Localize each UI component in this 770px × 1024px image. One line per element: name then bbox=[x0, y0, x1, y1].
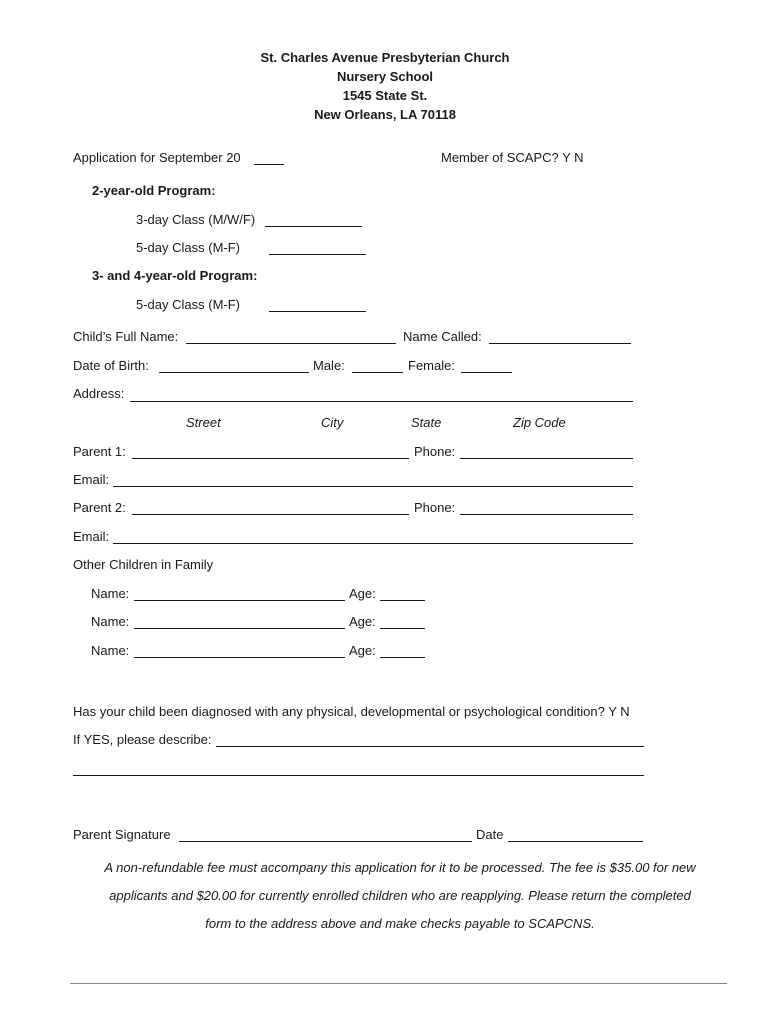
school-name: Nursery School bbox=[336, 69, 434, 84]
dob-field[interactable] bbox=[159, 372, 309, 373]
city-caption: City bbox=[321, 415, 344, 430]
parent2-label: Parent 2: bbox=[73, 500, 126, 515]
fee-note-line2: applicants and $20.00 for currently enrolled children who are reapplying. Please return the completed bbox=[109, 888, 691, 903]
phone1-field[interactable] bbox=[460, 458, 633, 459]
church-name: St. Charles Avenue Presbyterian Church bbox=[260, 50, 510, 65]
sibling1-name-label: Name: bbox=[91, 586, 130, 601]
address-label: Address: bbox=[73, 386, 125, 401]
sibling2-name-label: Name: bbox=[91, 614, 130, 629]
fee-note-line1: A non-refundable fee must accompany this application for it to be processed. The fee is $35.00 for new bbox=[104, 860, 696, 875]
parent2-field[interactable] bbox=[132, 514, 409, 515]
state-caption: State bbox=[411, 415, 442, 430]
two-year-program-heading: 2-year-old Program: bbox=[92, 183, 216, 198]
describe-field-line1[interactable] bbox=[216, 746, 644, 747]
child-full-name-label: Child’s Full Name: bbox=[73, 329, 179, 344]
child-full-name-field[interactable] bbox=[186, 343, 396, 344]
email1-field[interactable] bbox=[113, 486, 633, 487]
street-address: 1545 State St. bbox=[342, 88, 428, 103]
signature-field[interactable] bbox=[179, 841, 472, 842]
three-day-class-label: 3-day Class (M/W/F) bbox=[136, 212, 256, 227]
email1-label: Email: bbox=[73, 472, 110, 487]
dob-label: Date of Birth: bbox=[73, 358, 149, 373]
name-called-label: Name Called: bbox=[403, 329, 482, 344]
sibling2-age-field[interactable] bbox=[380, 628, 425, 629]
three-four-program-heading: 3- and 4-year-old Program: bbox=[92, 268, 258, 283]
other-children-heading: Other Children in Family bbox=[73, 557, 214, 572]
condition-question: Has your child been diagnosed with any physical, developmental or psychological condition? Y N bbox=[73, 704, 630, 719]
sibling1-name-field[interactable] bbox=[134, 600, 345, 601]
three-day-class-field[interactable] bbox=[265, 226, 362, 227]
signature-label: Parent Signature bbox=[73, 827, 171, 842]
fee-note-line3: form to the address above and make checks payable to SCAPCNS. bbox=[205, 916, 595, 931]
parent1-field[interactable] bbox=[132, 458, 409, 459]
five-day-class-label: 5-day Class (M-F) bbox=[136, 240, 241, 255]
sibling2-name-field[interactable] bbox=[134, 628, 345, 629]
name-called-field[interactable] bbox=[489, 343, 631, 344]
sibling1-age-label: Age: bbox=[349, 586, 376, 601]
female-label: Female: bbox=[408, 358, 455, 373]
male-label: Male: bbox=[313, 358, 345, 373]
address-field[interactable] bbox=[130, 401, 633, 402]
application-label: Application for September 20 bbox=[73, 150, 241, 165]
email2-field[interactable] bbox=[113, 543, 633, 544]
sibling2-age-label: Age: bbox=[349, 614, 376, 629]
parent1-label: Parent 1: bbox=[73, 444, 126, 459]
member-question: Member of SCAPC? Y N bbox=[441, 150, 584, 165]
sibling3-age-label: Age: bbox=[349, 643, 376, 658]
phone2-field[interactable] bbox=[460, 514, 633, 515]
date-label: Date bbox=[476, 827, 504, 842]
email2-label: Email: bbox=[73, 529, 110, 544]
application-year-field[interactable] bbox=[254, 164, 284, 165]
male-field[interactable] bbox=[352, 372, 403, 373]
female-field[interactable] bbox=[461, 372, 512, 373]
footer-divider bbox=[70, 983, 727, 984]
sibling1-age-field[interactable] bbox=[380, 600, 425, 601]
describe-label: If YES, please describe: bbox=[73, 732, 212, 747]
street-caption: Street bbox=[186, 415, 221, 430]
sibling3-name-label: Name: bbox=[91, 643, 130, 658]
sibling3-name-field[interactable] bbox=[134, 657, 345, 658]
sibling3-age-field[interactable] bbox=[380, 657, 425, 658]
zip-caption: Zip Code bbox=[513, 415, 566, 430]
phone1-label: Phone: bbox=[414, 444, 456, 459]
describe-field-line2[interactable] bbox=[73, 775, 644, 776]
phone2-label: Phone: bbox=[414, 500, 456, 515]
five-day-class-field[interactable] bbox=[269, 254, 366, 255]
date-field[interactable] bbox=[508, 841, 643, 842]
five-day-class-field-b[interactable] bbox=[269, 311, 366, 312]
five-day-class-label-b: 5-day Class (M-F) bbox=[136, 297, 241, 312]
city-address: New Orleans, LA 70118 bbox=[314, 107, 456, 122]
